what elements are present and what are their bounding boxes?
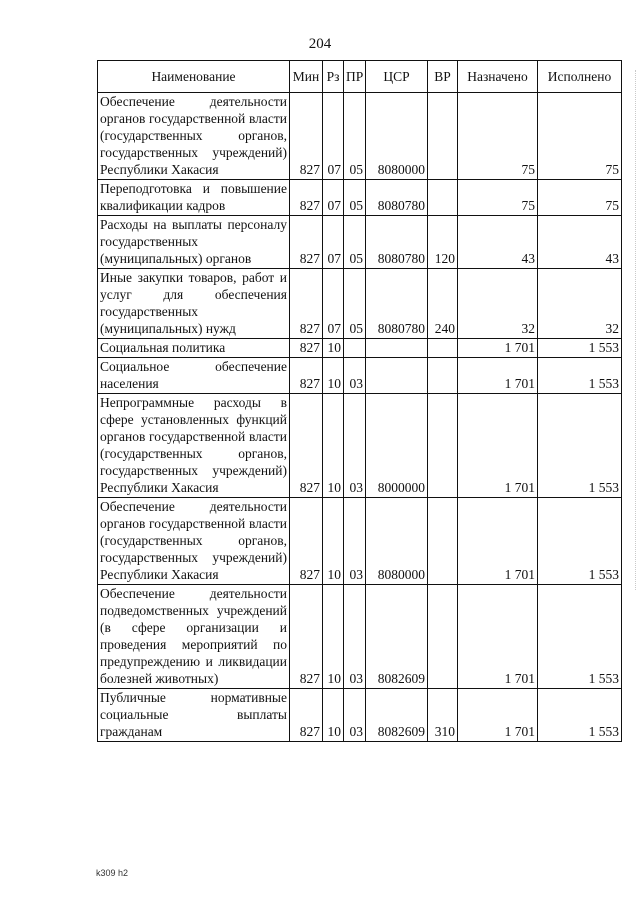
row-csr	[366, 358, 428, 394]
table-header-row	[98, 61, 622, 93]
row-pr: 05	[344, 180, 366, 216]
row-csr: 8080000	[366, 498, 428, 585]
row-csr: 8080780	[366, 216, 428, 269]
row-name: Социальное обеспечение населения	[98, 358, 290, 394]
row-vr	[428, 93, 458, 180]
row-vr	[428, 339, 458, 358]
row-pr: 03	[344, 358, 366, 394]
row-rz: 10	[323, 498, 344, 585]
table-row	[98, 394, 622, 498]
row-assigned: 1 701	[458, 498, 538, 585]
row-rz: 10	[323, 689, 344, 742]
row-min: 827	[290, 689, 323, 742]
row-rz: 10	[323, 339, 344, 358]
row-vr	[428, 498, 458, 585]
row-rz: 10	[323, 394, 344, 498]
row-pr: 05	[344, 93, 366, 180]
header-rz: Рз	[323, 61, 344, 93]
row-rz: 10	[323, 585, 344, 689]
row-min: 827	[290, 394, 323, 498]
row-assigned: 1 701	[458, 339, 538, 358]
row-vr: 240	[428, 269, 458, 339]
table-row	[98, 585, 622, 689]
row-executed: 32	[538, 269, 622, 339]
header-pr: ПР	[344, 61, 366, 93]
row-executed: 1 553	[538, 339, 622, 358]
table-row	[98, 180, 622, 216]
row-name: Иные закупки товаров, работ и услуг для обеспечения государственных (муниципальных) нужд	[98, 269, 290, 339]
row-csr: 8080000	[366, 93, 428, 180]
row-assigned: 1 701	[458, 358, 538, 394]
row-csr	[366, 339, 428, 358]
table-row	[98, 498, 622, 585]
row-pr: 05	[344, 269, 366, 339]
row-min: 827	[290, 339, 323, 358]
scan-edge-marks	[631, 70, 636, 590]
row-executed: 1 553	[538, 358, 622, 394]
row-assigned: 43	[458, 216, 538, 269]
row-min: 827	[290, 585, 323, 689]
row-csr: 8082609	[366, 585, 428, 689]
row-csr: 8080780	[366, 180, 428, 216]
row-vr	[428, 358, 458, 394]
row-assigned: 1 701	[458, 394, 538, 498]
row-name: Обеспечение деятельности органов государственной власти (государственных органов, государственных учреждений) Республики Хакасия	[98, 93, 290, 180]
row-name: Обеспечение деятельности подведомственных учреждений (в сфере организации и проведения мероприятий по предупреждению и ликвидации болезней животных)	[98, 585, 290, 689]
row-min: 827	[290, 180, 323, 216]
table-row	[98, 269, 622, 339]
row-assigned: 1 701	[458, 585, 538, 689]
row-executed: 43	[538, 216, 622, 269]
row-assigned: 75	[458, 180, 538, 216]
row-executed: 1 553	[538, 498, 622, 585]
row-executed: 75	[538, 180, 622, 216]
footer-code: k309 h2	[96, 868, 129, 878]
header-csr: ЦСР	[366, 61, 428, 93]
row-executed: 1 553	[538, 394, 622, 498]
row-pr: 03	[344, 394, 366, 498]
row-assigned: 32	[458, 269, 538, 339]
header-min: Мин	[290, 61, 323, 93]
row-vr: 120	[428, 216, 458, 269]
table-row	[98, 339, 622, 358]
page-number: 204	[308, 36, 332, 52]
row-name: Расходы на выплаты персоналу государственных (муниципальных) органов	[98, 216, 290, 269]
header-vr: ВР	[428, 61, 458, 93]
row-csr: 8080780	[366, 269, 428, 339]
row-assigned: 75	[458, 93, 538, 180]
row-pr	[344, 339, 366, 358]
row-name: Непрограммные расходы в сфере установленных функций органов государственной власти (государственных органов, государственных учреждений) Республики Хакасия	[98, 394, 290, 498]
row-pr: 03	[344, 689, 366, 742]
table-row	[98, 358, 622, 394]
row-min: 827	[290, 216, 323, 269]
row-pr: 03	[344, 498, 366, 585]
table-row	[98, 216, 622, 269]
row-executed: 1 553	[538, 689, 622, 742]
row-executed: 75	[538, 93, 622, 180]
row-name: Социальная политика	[98, 339, 290, 358]
row-min: 827	[290, 498, 323, 585]
row-rz: 07	[323, 216, 344, 269]
row-rz: 07	[323, 180, 344, 216]
row-name: Переподготовка и повышение квалификации кадров	[98, 180, 290, 216]
row-name: Обеспечение деятельности органов государственной власти (государственных органов, государственных учреждений) Республики Хакасия	[98, 498, 290, 585]
row-csr: 8082609	[366, 689, 428, 742]
row-csr: 8000000	[366, 394, 428, 498]
row-rz: 07	[323, 93, 344, 180]
header-name: Наименование	[98, 61, 290, 93]
row-name: Публичные нормативные социальные выплаты гражданам	[98, 689, 290, 742]
row-assigned: 1 701	[458, 689, 538, 742]
row-executed: 1 553	[538, 585, 622, 689]
row-vr	[428, 585, 458, 689]
table-row	[98, 689, 622, 742]
header-executed: Исполнено	[538, 61, 622, 93]
header-assigned: Назначено	[458, 61, 538, 93]
row-pr: 05	[344, 216, 366, 269]
row-min: 827	[290, 358, 323, 394]
row-rz: 07	[323, 269, 344, 339]
row-vr: 310	[428, 689, 458, 742]
table-row	[98, 93, 622, 180]
row-rz: 10	[323, 358, 344, 394]
row-min: 827	[290, 93, 323, 180]
row-vr	[428, 180, 458, 216]
budget-table	[97, 60, 622, 742]
row-vr	[428, 394, 458, 498]
row-min: 827	[290, 269, 323, 339]
row-pr: 03	[344, 585, 366, 689]
